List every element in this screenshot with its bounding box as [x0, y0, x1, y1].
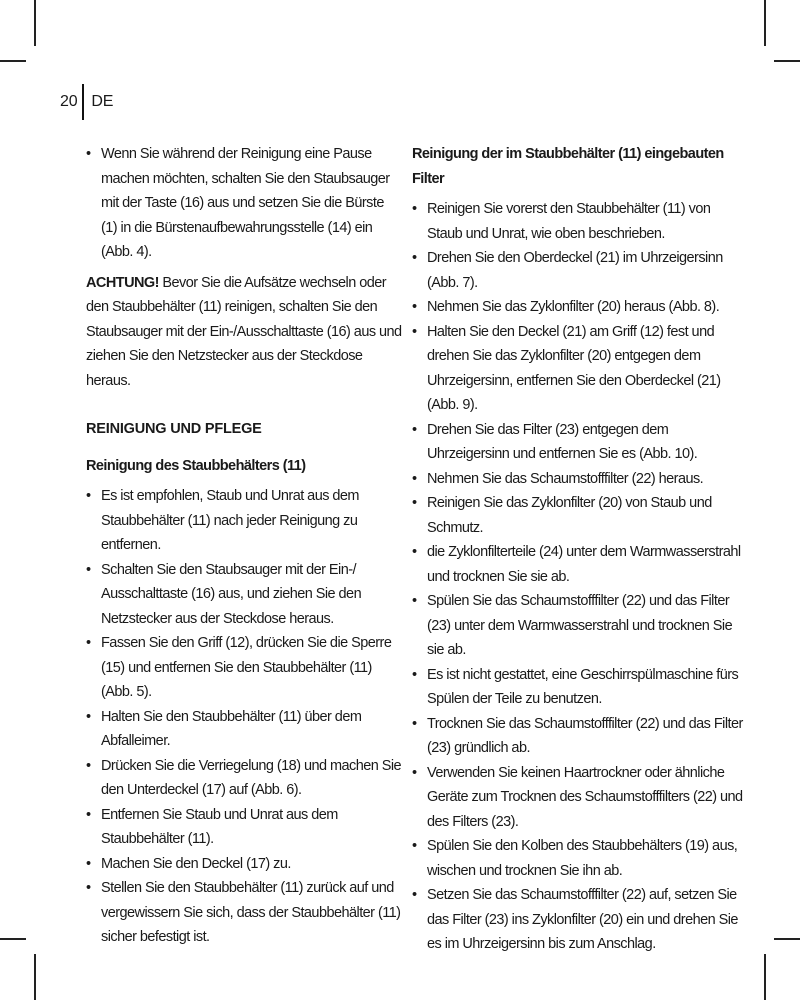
list-item: • Drehen Sie den Oberdeckel (21) im Uhrzeigersinn (Abb. 7).	[412, 246, 744, 295]
list-item: • Reinigen Sie das Zyklonfilter (20) von Staub und Schmutz.	[412, 491, 744, 540]
list-item: • Es ist nicht gestattet, eine Geschirrspülmaschine fürs Spülen der Teile zu benutzen.	[412, 663, 744, 712]
language-code: DE	[91, 93, 114, 110]
left-column	[86, 142, 402, 950]
warning-text: Bevor Sie die Aufsätze wechseln oder den Staubbehälter (11) reinigen, schalten Sie den Staubsauger mit der Ein-/Ausschalttaste (16) aus und ziehen Sie den Netzstecker aus der Steckdose heraus.	[86, 274, 402, 389]
warning-label: ACHTUNG!	[86, 274, 159, 291]
section-heading: REINIGUNG UND PFLEGE	[86, 421, 262, 437]
crop-mark-bottom-right	[764, 954, 766, 1000]
list-item: • die Zyklonfilterteile (24) unter dem Warmwasserstrahl und trocknen Sie sie ab.	[412, 540, 744, 589]
list-item: • Spülen Sie das Schaumstofffilter (22) und das Filter (23) unter dem Warmwasserstrahl und trocknen Sie sie ab.	[412, 589, 744, 663]
list-item: • Verwenden Sie keinen Haartrockner oder ähnliche Geräte zum Trocknen des Schaumstofffilters (22) und des Filters (23).	[412, 761, 744, 835]
crop-mark-top-left	[34, 0, 36, 46]
crop-mark-bottom-left-h	[0, 938, 26, 940]
list-item: • Entfernen Sie Staub und Unrat aus dem Staubbehälter (11).	[86, 803, 402, 852]
right-column	[412, 142, 744, 957]
list-item: • Nehmen Sie das Zyklonfilter (20) heraus (Abb. 8).	[412, 295, 744, 320]
list-item: • Wenn Sie während der Reinigung eine Pause machen möchten, schalten Sie den Staubsauger mit der Taste (16) aus und setzen Sie die Bürste (1) in die Bürstenaufbewahrungsstelle (14) ein (Abb. 4).	[86, 142, 402, 265]
list-item: • Halten Sie den Deckel (21) am Griff (12) fest und drehen Sie das Zyklonfilter (20) entgegen dem Uhrzeigersinn, entfernen Sie den Oberdeckel (21) (Abb. 9).	[412, 320, 744, 418]
list-item: • Stellen Sie den Staubbehälter (11) zurück auf und vergewissern Sie sich, dass der Staubbehälter (11) sicher befestigt ist.	[86, 876, 402, 950]
list-item: • Drücken Sie die Verriegelung (18) und machen Sie den Unterdeckel (17) auf (Abb. 6).	[86, 754, 402, 803]
list-item: • Es ist empfohlen, Staub und Unrat aus dem Staubbehälter (11) nach jeder Reinigung zu entfernen.	[86, 484, 402, 558]
list-item: • Schalten Sie den Staubsauger mit der Ein-/ Ausschalttaste (16) aus, und ziehen Sie den Netzstecker aus der Steckdose heraus.	[86, 558, 402, 632]
list-item: • Nehmen Sie das Schaumstofffilter (22) heraus.	[412, 467, 744, 492]
left-bullet-list	[86, 484, 402, 950]
crop-mark-top-right	[764, 0, 766, 46]
page-number: 20	[60, 93, 78, 110]
left-subheading: Reinigung des Staubbehälters (11)	[86, 457, 306, 474]
list-item: • Halten Sie den Staubbehälter (11) über dem Abfalleimer.	[86, 705, 402, 754]
right-bullet-list	[412, 197, 744, 957]
list-item: • Reinigen Sie vorerst den Staubbehälter (11) von Staub und Unrat, wie oben beschrieben.	[412, 197, 744, 246]
list-item: • Trocknen Sie das Schaumstofffilter (22) und das Filter (23) gründlich ab.	[412, 712, 744, 761]
intro-bullet-list	[86, 142, 402, 265]
list-item: • Machen Sie den Deckel (17) zu.	[86, 852, 402, 877]
right-subheading: Reinigung der im Staubbehälter (11) eingebauten Filter	[412, 146, 724, 187]
list-item: • Drehen Sie das Filter (23) entgegen dem Uhrzeigersinn und entfernen Sie es (Abb. 10).	[412, 418, 744, 467]
warning-paragraph	[86, 271, 402, 394]
list-item: • Fassen Sie den Griff (12), drücken Sie die Sperre (15) und entfernen Sie den Staubbehälter (11) (Abb. 5).	[86, 631, 402, 705]
crop-mark-bottom-right-h	[774, 938, 800, 940]
page-header	[60, 84, 113, 120]
crop-mark-top-right-h	[774, 60, 800, 62]
crop-mark-bottom-left	[34, 954, 36, 1000]
list-item: • Spülen Sie den Kolben des Staubbehälters (19) aus, wischen und trocknen Sie ihn ab.	[412, 834, 744, 883]
list-item: • Setzen Sie das Schaumstofffilter (22) auf, setzen Sie das Filter (23) ins Zyklonfilter (20) ein und drehen Sie es im Uhrzeigersinn bis zum Anschlag.	[412, 883, 744, 957]
crop-mark-top-left-h	[0, 60, 26, 62]
